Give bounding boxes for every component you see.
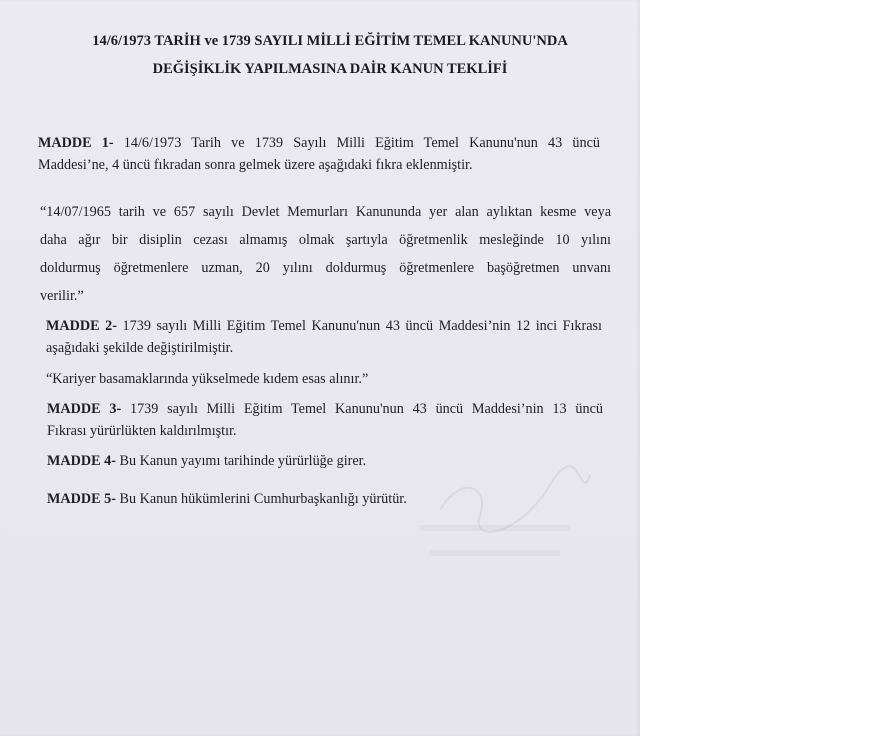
article-2 [46, 315, 602, 359]
document-title-line-1: 14/6/1973 TARİH ve 1739 SAYILI MİLLİ EĞİTİM TEMEL KANUNU'NDA [92, 33, 568, 49]
article-1-text-1: 14/6/1973 Tarih ve 1739 Sayılı Milli Eğitim Temel Kanunu'nun 43 üncü [113, 135, 600, 151]
article-2-quote [46, 368, 602, 390]
article-3-text-1: 1739 sayılı Milli Eğitim Temel Kanunu'nun 43 üncü Maddesi’nin 13 üncü [121, 401, 603, 417]
article-3-label: MADDE 3- [47, 401, 122, 417]
article-3-line-2: Fıkrası yürürlükten kaldırılmıştır. [47, 423, 237, 439]
article-4-text: Bu Kanun yayımı tarihinde yürürlüğe girer. [115, 453, 367, 469]
article-1 [38, 132, 600, 176]
article-1-quote [40, 201, 611, 307]
quote-1-line-1: “14/07/1965 tarih ve 657 sayılı Devlet Memurları Kanununda yer alan aylıktan kesme veya [40, 204, 611, 220]
article-1-line-2: Maddesi’ne, 4 üncü fıkradan sonra gelmek üzere aşağıdaki fıkra eklenmiştir. [38, 157, 473, 173]
document-title-line-2: DEĞİŞİKLİK YAPILMASINA DAİR KANUN TEKLİFİ [152, 61, 508, 77]
article-3 [47, 398, 603, 442]
article-2-line-1 [46, 315, 602, 337]
quote-2-line: “Kariyer basamaklarında yükselmede kıdem esas alınır.” [46, 371, 369, 387]
article-1-label: MADDE 1- [38, 135, 114, 151]
article-5-text: Bu Kanun hükümlerini Cumhurbaşkanlığı yürütür. [115, 491, 407, 507]
article-4-label: MADDE 4- [47, 453, 116, 469]
article-3-line-1 [47, 398, 603, 420]
quote-1-line-3: doldurmuş öğretmenlere uzman, 20 yılını doldurmuş öğretmenlere başöğretmen unvanı [40, 260, 611, 276]
article-2-text-1: 1739 sayılı Milli Eğitim Temel Kanunu'nun 43 üncü Maddesi’nin 12 inci Fıkrası [116, 318, 602, 334]
article-2-label: MADDE 2- [46, 318, 117, 334]
bleed-through-signature [420, 455, 600, 565]
article-5-label: MADDE 5- [47, 491, 116, 507]
quote-1-line-2: daha ağır bir disiplin cezası almamış olmak şartıyla öğretmenlik mesleğinde 10 yılını [40, 232, 611, 248]
article-1-line-1 [38, 132, 600, 154]
quote-1-line-4: verilir.” [40, 288, 84, 304]
article-2-line-2: aşağıdaki şekilde değiştirilmiştir. [46, 340, 234, 356]
